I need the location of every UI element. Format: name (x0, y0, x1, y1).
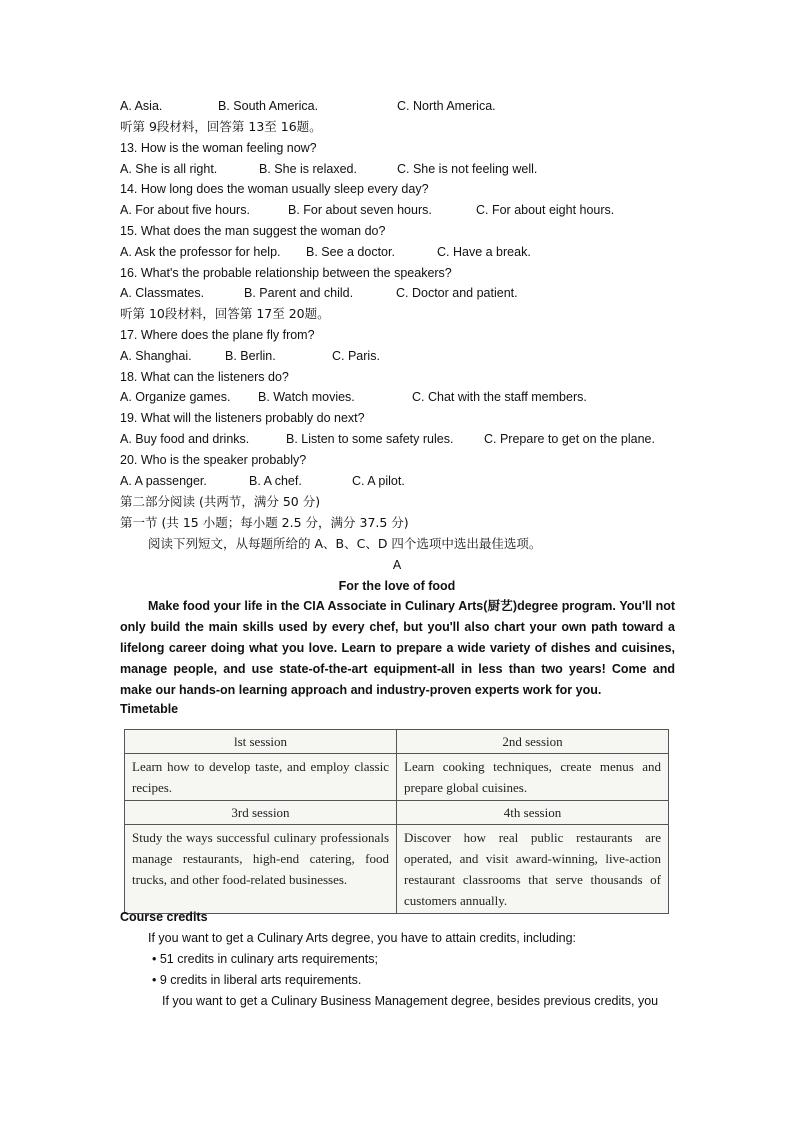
reading-instruction: 阅读下列短文，从每题所给的 A、B、C、D 四个选项中选出最佳选项。 (148, 536, 542, 551)
question-20: 20. Who is the speaker probably? (120, 453, 307, 467)
option-a: A. She is all right. (120, 162, 218, 176)
option-c: C. Prepare to get on the plane. (484, 432, 655, 446)
section-9-instruction: 听第 9段材料，回答第 13至 16题。 (120, 119, 322, 134)
option-b: B. A chef. (249, 474, 302, 488)
option-b: B. For about seven hours. (288, 203, 432, 217)
question-16: 16. What's the probable relationship between the speakers? (120, 266, 452, 280)
option-c: C. Chat with the staff members. (412, 390, 587, 404)
option-a: A. For about five hours. (120, 203, 250, 217)
session-4-description: Discover how real public restaurants are operated, and visit award-winning, live-action restaurant classrooms that serve thousands of customers annually. (397, 825, 669, 914)
session-1-header: lst session (125, 730, 397, 754)
session-4-header: 4th session (397, 801, 669, 825)
option-c: C. Paris. (332, 349, 380, 363)
q18-options (120, 389, 680, 405)
session-3-description: Study the ways successful culinary professionals manage restaurants, high-end catering, food trucks, and other food-related businesses. (125, 825, 397, 914)
option-a: A. Buy food and drinks. (120, 432, 250, 446)
option-a: A. Organize games. (120, 390, 231, 404)
option-a: A. A passenger. (120, 474, 207, 488)
option-a: A. Shanghai. (120, 349, 192, 363)
option-b: B. South America. (218, 99, 319, 113)
session-1-description: Learn how to develop taste, and employ classic recipes. (125, 754, 397, 801)
credits-tail: If you want to get a Culinary Business Management degree, besides previous credits, you (162, 994, 659, 1008)
q15-options (120, 244, 680, 260)
section-10-instruction: 听第 10段材料，回答第 17至 20题。 (120, 306, 330, 321)
q12-options (120, 98, 680, 114)
timetable-label: Timetable (120, 702, 179, 716)
option-b: B. She is relaxed. (259, 162, 357, 176)
credits-intro: If you want to get a Culinary Arts degree, you have to attain credits, including: (148, 931, 577, 945)
question-17: 17. Where does the plane fly from? (120, 328, 315, 342)
q13-options (120, 161, 680, 177)
option-b: B. Parent and child. (244, 286, 354, 300)
option-a: A. Asia. (120, 99, 163, 113)
part-2-title: 第二部分阅读 (共两节，满分 50 分) (120, 494, 321, 509)
timetable-table (124, 729, 669, 914)
option-b: B. Listen to some safety rules. (286, 432, 454, 446)
section-1-title: 第一节 (共 15 小题；每小题 2.5 分，满分 37.5 分) (120, 515, 409, 530)
option-c: C. For about eight hours. (476, 203, 615, 217)
q14-options (120, 202, 680, 218)
q16-options (120, 285, 680, 301)
option-b: B. Watch movies. (258, 390, 355, 404)
q20-options (120, 473, 680, 489)
question-15: 15. What does the man suggest the woman do? (120, 224, 386, 238)
credits-label: Course credits (120, 910, 208, 924)
passage-paragraph: Make food your life in the CIA Associate in Culinary Arts(厨艺)degree program. You'll not only build the main skills used by every chef, but you'll also chart your own path toward a lifelong career doing what you love. Learn to prepare a wide variety of dishes and cuisines, manage people, and use state-of-the-art equipment-all in less than two years! Come and make our hands-on learning approach and industry-proven experts work for you. (120, 599, 675, 697)
q17-options (120, 348, 680, 364)
passage-letter: A (392, 558, 402, 572)
option-b: B. See a doctor. (306, 245, 395, 259)
option-c: C. Doctor and patient. (396, 286, 518, 300)
session-3-header: 3rd session (125, 801, 397, 825)
option-b: B. Berlin. (225, 349, 276, 363)
credit-item: • 51 credits in culinary arts requirements; (152, 952, 378, 966)
option-c: C. North America. (397, 99, 496, 113)
option-c: C. A pilot. (352, 474, 405, 488)
session-2-header: 2nd session (397, 730, 669, 754)
option-c: C. Have a break. (437, 245, 531, 259)
session-2-description: Learn cooking techniques, create menus and prepare global cuisines. (397, 754, 669, 801)
credit-item: • 9 credits in liberal arts requirements. (152, 973, 362, 987)
question-18: 18. What can the listeners do? (120, 370, 289, 384)
passage-title: For the love of food (338, 579, 456, 593)
question-13: 13. How is the woman feeling now? (120, 141, 317, 155)
question-14: 14. How long does the woman usually sleep every day? (120, 182, 429, 196)
option-a: A. Ask the professor for help. (120, 245, 281, 259)
q19-options (120, 431, 680, 447)
option-c: C. She is not feeling well. (397, 162, 538, 176)
option-a: A. Classmates. (120, 286, 205, 300)
question-19: 19. What will the listeners probably do next? (120, 411, 365, 425)
